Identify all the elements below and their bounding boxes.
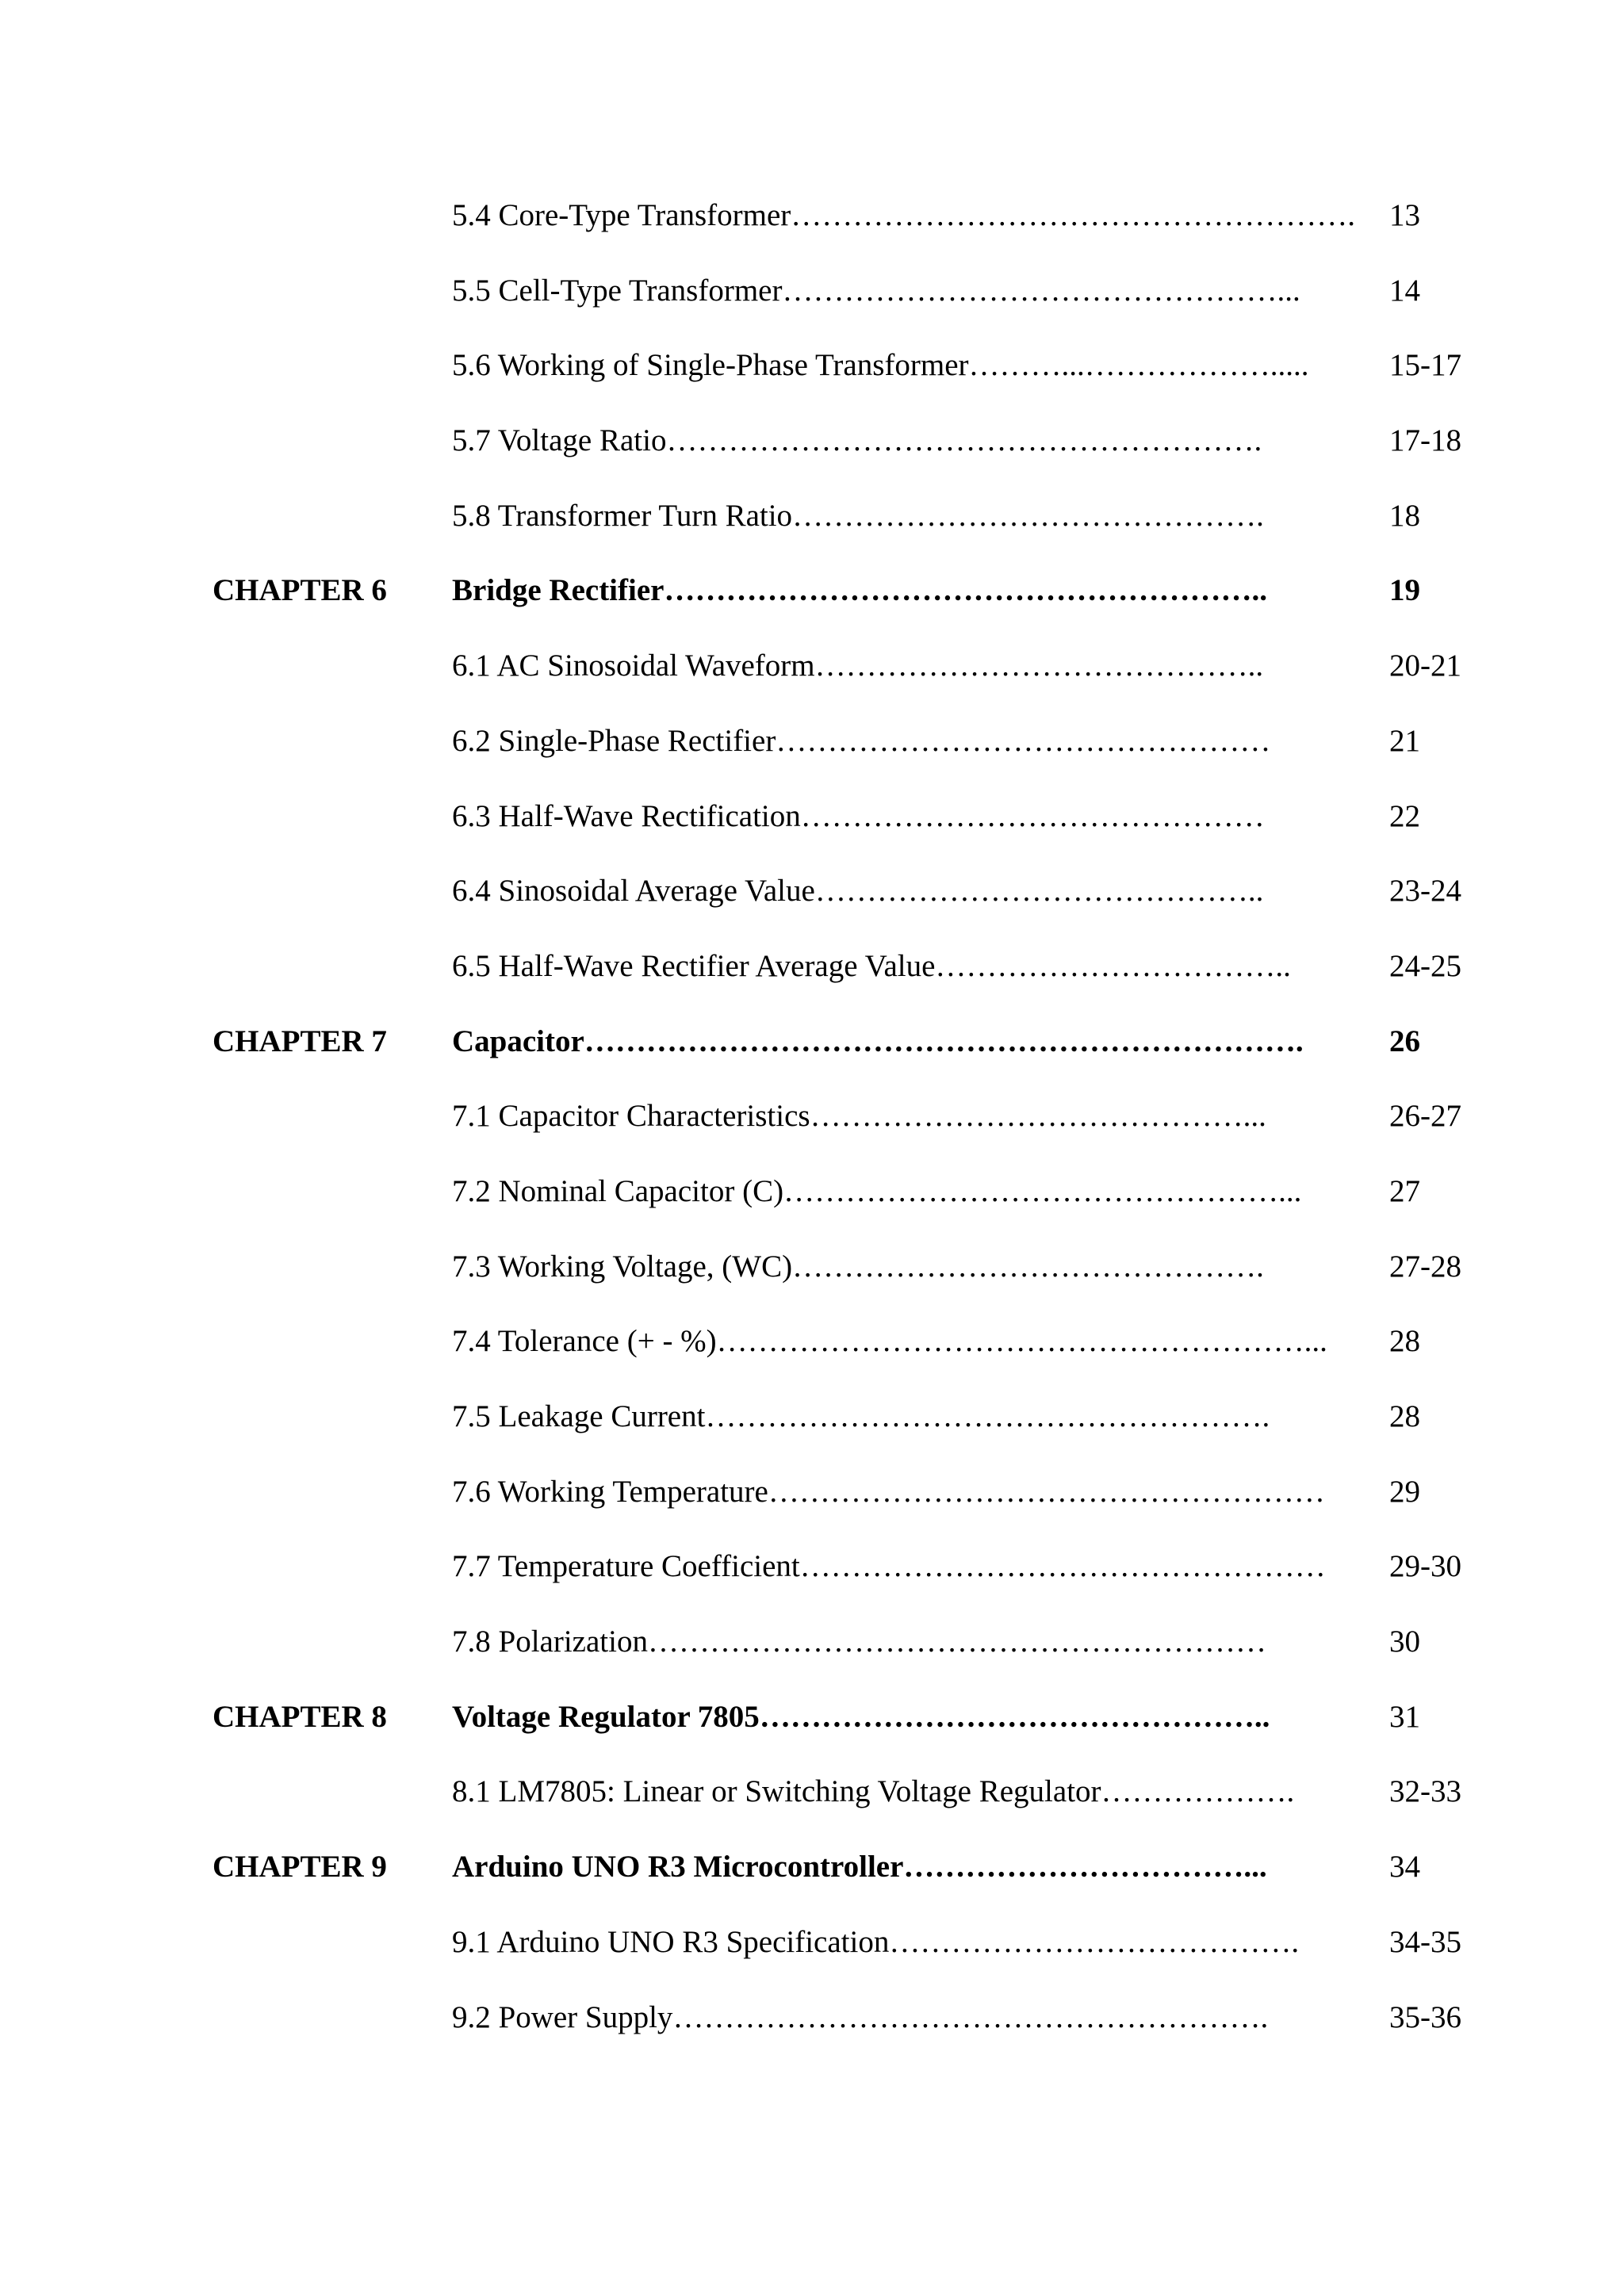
toc-entry-text bbox=[452, 1018, 1359, 1066]
toc-section-row bbox=[0, 1618, 1624, 1693]
toc-leader-dots: …………………………………. bbox=[889, 1924, 1300, 1959]
toc-entry-text bbox=[452, 492, 1359, 540]
toc-entry-title: 5.8 Transformer Turn Ratio bbox=[452, 498, 793, 533]
toc-entry-text bbox=[452, 1243, 1359, 1291]
toc-entry-title: 7.7 Temperature Coefficient bbox=[452, 1549, 800, 1584]
toc-chapter-row bbox=[0, 567, 1624, 642]
toc-entry-title: 6.4 Sinosoidal Average Value bbox=[452, 874, 815, 909]
toc-entry-title: 7.4 Tolerance (+ - %) bbox=[452, 1324, 717, 1359]
toc-page-number: 28 bbox=[1389, 1399, 1420, 1433]
toc-leader-dots: …………………………………………... bbox=[783, 1173, 1302, 1208]
toc-entry-text bbox=[452, 1168, 1359, 1215]
toc-chapter-row bbox=[0, 1843, 1624, 1919]
toc-entry-title: 5.4 Core-Type Transformer bbox=[452, 198, 791, 232]
toc-entry-title: 7.6 Working Temperature bbox=[452, 1474, 768, 1509]
toc-page-number: 15-17 bbox=[1389, 348, 1461, 383]
toc-leader-dots: ………………………………………………. bbox=[791, 198, 1356, 232]
toc-page-number: 29-30 bbox=[1389, 1549, 1461, 1584]
toc-entry-title: 7.8 Polarization bbox=[452, 1624, 648, 1659]
toc-page-number: 27-28 bbox=[1389, 1249, 1461, 1284]
toc-entry-text bbox=[452, 718, 1359, 765]
toc-entry-text bbox=[452, 1468, 1359, 1516]
toc-entry-title: 7.2 Nominal Capacitor (C) bbox=[452, 1173, 784, 1208]
toc-leader-dots: ……………………………... bbox=[903, 1850, 1267, 1885]
toc-entry-text bbox=[452, 1768, 1359, 1816]
table-of-contents bbox=[0, 192, 1624, 2068]
toc-page-number: 21 bbox=[1389, 723, 1420, 758]
toc-chapter-row bbox=[0, 1018, 1624, 1093]
toc-leader-dots: …………………………………………………... bbox=[716, 1324, 1327, 1359]
toc-entry-title: 7.3 Working Voltage, (WC) bbox=[452, 1249, 793, 1284]
toc-entry-title: 5.7 Voltage Ratio bbox=[452, 423, 667, 458]
toc-entry-title: 7.1 Capacitor Characteristics bbox=[452, 1099, 810, 1134]
toc-entry-text bbox=[452, 1994, 1359, 2042]
toc-entry-text bbox=[452, 1618, 1359, 1666]
toc-page-number: 34 bbox=[1389, 1850, 1420, 1885]
toc-page-number: 27 bbox=[1389, 1173, 1420, 1208]
toc-section-row bbox=[0, 1919, 1624, 1994]
toc-entry-text bbox=[452, 192, 1359, 239]
toc-entry-title: 6.2 Single-Phase Rectifier bbox=[452, 723, 776, 758]
toc-entry-text bbox=[452, 342, 1359, 389]
toc-leader-dots: ………………. bbox=[1101, 1774, 1295, 1809]
toc-page-number: 32-33 bbox=[1389, 1774, 1461, 1809]
toc-page-number: 34-35 bbox=[1389, 1924, 1461, 1959]
toc-section-row bbox=[0, 1468, 1624, 1544]
toc-section-row bbox=[0, 417, 1624, 492]
toc-page-number: 13 bbox=[1389, 198, 1420, 232]
toc-entry-text bbox=[452, 1843, 1359, 1891]
toc-leader-dots: ……………………………………………… bbox=[768, 1474, 1325, 1509]
toc-page-number: 23-24 bbox=[1389, 874, 1461, 909]
toc-leader-dots: …………………………………………… bbox=[799, 1549, 1326, 1584]
toc-page-number: 31 bbox=[1389, 1699, 1420, 1734]
toc-page-number: 20-21 bbox=[1389, 649, 1461, 683]
toc-leader-dots: …………………………………………………. bbox=[666, 423, 1262, 458]
toc-leader-dots: …………………………………………... bbox=[782, 273, 1300, 308]
toc-leader-dots: …………………………………….. bbox=[814, 649, 1264, 683]
toc-leader-dots: ………………………………………………….. bbox=[664, 573, 1267, 608]
toc-entry-text bbox=[452, 1393, 1359, 1441]
toc-leader-dots: ……………………………………... bbox=[810, 1099, 1266, 1134]
toc-entry-title: Voltage Regulator 7805 bbox=[452, 1699, 760, 1734]
toc-entry-title: Arduino UNO R3 Microcontroller bbox=[452, 1850, 904, 1885]
toc-leader-dots: …………………………………………………. bbox=[672, 1999, 1269, 2034]
toc-entry-title: 5.6 Working of Single-Phase Transformer bbox=[452, 348, 969, 383]
toc-entry-title: Bridge Rectifier bbox=[452, 573, 665, 608]
toc-entry-title: 6.5 Half-Wave Rectifier Average Value bbox=[452, 948, 936, 983]
toc-page-number: 24-25 bbox=[1389, 948, 1461, 983]
toc-page-number: 17-18 bbox=[1389, 423, 1461, 458]
toc-entry-text bbox=[452, 867, 1359, 915]
toc-entry-text bbox=[452, 1919, 1359, 1966]
toc-section-row bbox=[0, 867, 1624, 943]
toc-section-row bbox=[0, 1994, 1624, 2069]
toc-entry-title: Capacitor bbox=[452, 1024, 584, 1058]
toc-leader-dots: …………………………………………………… bbox=[647, 1624, 1266, 1659]
toc-page-number: 28 bbox=[1389, 1324, 1420, 1359]
toc-page-number: 30 bbox=[1389, 1624, 1420, 1659]
toc-entry-text bbox=[452, 1093, 1359, 1140]
toc-leader-dots: ………………………………………… bbox=[776, 723, 1271, 758]
toc-leader-dots: …………………………….. bbox=[935, 948, 1291, 983]
toc-page-number: 18 bbox=[1389, 498, 1420, 533]
toc-entry-text bbox=[452, 1693, 1359, 1741]
toc-section-row bbox=[0, 1543, 1624, 1618]
toc-page-number: 26 bbox=[1389, 1024, 1420, 1058]
toc-entry-text bbox=[452, 1318, 1359, 1365]
toc-leader-dots: ………………………………………….. bbox=[759, 1699, 1270, 1734]
chapter-label: CHAPTER 7 bbox=[213, 1024, 387, 1058]
toc-page-number: 35-36 bbox=[1389, 1999, 1461, 2034]
toc-section-row bbox=[0, 718, 1624, 793]
toc-section-row bbox=[0, 192, 1624, 267]
toc-leader-dots: ………………………………………. bbox=[792, 1249, 1264, 1284]
toc-entry-title: 6.1 AC Sinosoidal Waveform bbox=[452, 649, 815, 683]
toc-entry-text bbox=[452, 267, 1359, 315]
toc-section-row bbox=[0, 1168, 1624, 1243]
toc-section-row bbox=[0, 492, 1624, 568]
toc-leader-dots: ………………………………………. bbox=[792, 498, 1264, 533]
toc-page-number: 29 bbox=[1389, 1474, 1420, 1509]
toc-section-row bbox=[0, 342, 1624, 417]
toc-section-row bbox=[0, 943, 1624, 1018]
toc-section-row bbox=[0, 1093, 1624, 1168]
toc-leader-dots: ……………………………………………………………. bbox=[584, 1024, 1304, 1058]
toc-leader-dots: ……………………………………… bbox=[800, 798, 1265, 833]
toc-page-number: 14 bbox=[1389, 273, 1420, 308]
toc-leader-dots: ………...………………..... bbox=[968, 348, 1309, 383]
toc-entry-text bbox=[452, 567, 1359, 614]
toc-section-row bbox=[0, 1768, 1624, 1843]
toc-section-row bbox=[0, 1318, 1624, 1393]
toc-entry-title: 7.5 Leakage Current bbox=[452, 1399, 706, 1433]
toc-entry-text bbox=[452, 417, 1359, 465]
toc-entry-title: 9.1 Arduino UNO R3 Specification bbox=[452, 1924, 890, 1959]
toc-section-row bbox=[0, 267, 1624, 342]
toc-entry-title: 6.3 Half-Wave Rectification bbox=[452, 798, 801, 833]
toc-section-row bbox=[0, 642, 1624, 718]
toc-entry-text bbox=[452, 1543, 1359, 1590]
toc-entry-text bbox=[452, 793, 1359, 840]
toc-entry-title: 5.5 Cell-Type Transformer bbox=[452, 273, 783, 308]
toc-chapter-row bbox=[0, 1693, 1624, 1769]
toc-leader-dots: ………………………………………………. bbox=[705, 1399, 1270, 1433]
toc-entry-title: 8.1 LM7805: Linear or Switching Voltage Regulator bbox=[452, 1774, 1101, 1809]
chapter-label: CHAPTER 8 bbox=[213, 1699, 387, 1734]
toc-section-row bbox=[0, 1393, 1624, 1468]
toc-section-row bbox=[0, 1243, 1624, 1318]
toc-entry-title: 9.2 Power Supply bbox=[452, 1999, 673, 2034]
toc-leader-dots: …………………………………….. bbox=[814, 874, 1264, 909]
toc-entry-text bbox=[452, 642, 1359, 690]
toc-page-number: 22 bbox=[1389, 798, 1420, 833]
chapter-label: CHAPTER 6 bbox=[213, 573, 387, 608]
toc-page-number: 26-27 bbox=[1389, 1099, 1461, 1134]
chapter-label: CHAPTER 9 bbox=[213, 1850, 387, 1885]
toc-entry-text bbox=[452, 943, 1359, 990]
toc-page-number: 19 bbox=[1389, 573, 1420, 608]
toc-section-row bbox=[0, 793, 1624, 868]
